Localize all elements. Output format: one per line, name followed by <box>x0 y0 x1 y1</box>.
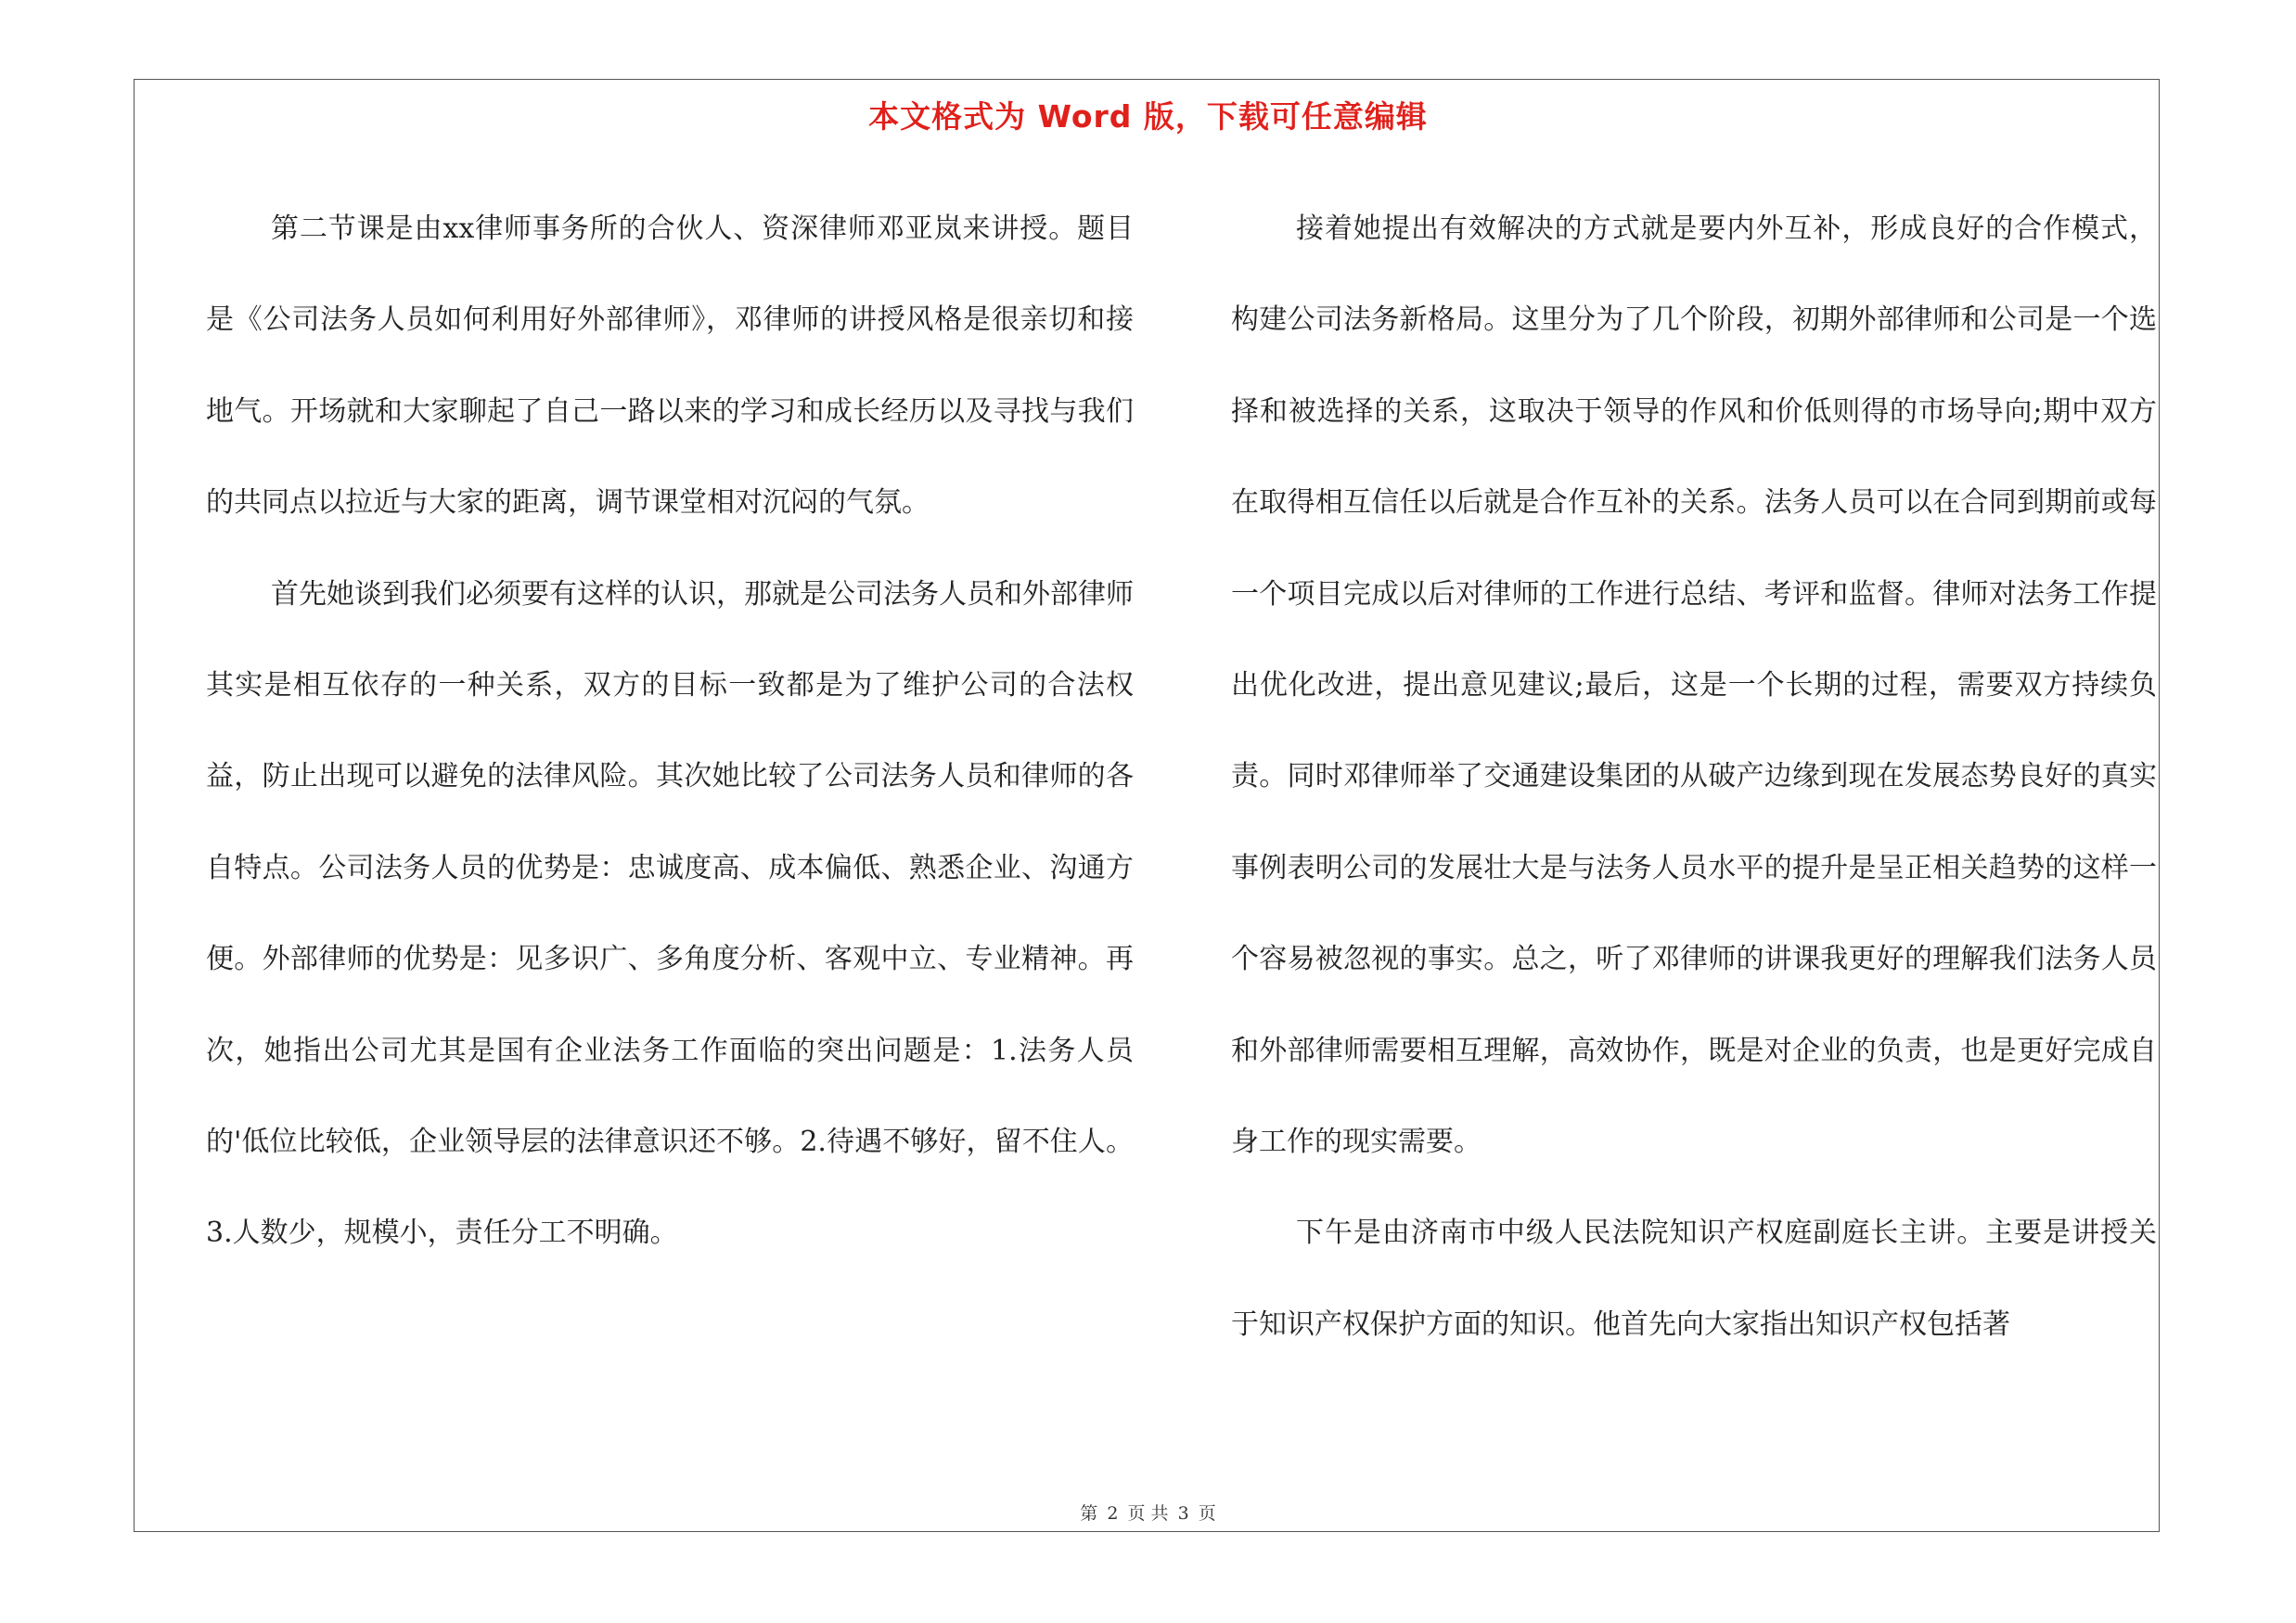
paragraph: 第二节课是由xx律师事务所的合伙人、资深律师邓亚岚来讲授。题目是《公司法务人员如何利用好外部律师》，邓律师的讲授风格是很亲切和接地气。开场就和大家聊起了自己一路以来的学习和成长经历以及寻找与我们的共同点以拉近与大家的距离，调节课堂相对沉闷的气氛。 <box>206 213 1134 520</box>
total-page-count: 3 <box>1177 1503 1189 1524</box>
paragraph: 下午是由济南市中级人民法院知识产权庭副庭长主讲。主要是讲授关于知识产权保护方面的知识。他首先向大家指出知识产权包括著 <box>1231 1217 2157 1341</box>
paragraph: 接着她提出有效解决的方式就是要内外互补，形成良好的合作模式，构建公司法务新格局。这里分为了几个阶段，初期外部律师和公司是一个选择和被选择的关系，这取决于领导的作风和价低则得的市场导向;期中双方在取得相互信任以后就是合作互补的关系。法务人员可以在合同到期前或每一个项目完成以后对律师的工作进行总结、考评和监督。律师对法务工作提出优化改进，提出意见建议;最后，这是一个长期的过程，需要双方持续负责。同时邓律师举了交通建设集团的从破产边缘到现在发展态势良好的真实事例表明公司的发展壮大是与法务人员水平的提升是呈正相关趋势的这样一个容易被忽视的事实。总之，听了邓律师的讲课我更好的理解我们法务人员和外部律师需要相互理解，高效协作，既是对企业的负责，也是更好完成自身工作的现实需要。 <box>1231 213 2157 1159</box>
left-text-column <box>206 184 1134 1280</box>
footer-middle: 页 共 <box>1127 1503 1169 1524</box>
page-number-footer <box>0 1500 2296 1525</box>
current-page-number: 2 <box>1107 1503 1119 1524</box>
format-notice-banner: 本文格式为 Word 版，下载可任意编辑 <box>868 98 1428 135</box>
footer-prefix: 第 <box>1080 1503 1098 1524</box>
paragraph: 首先她谈到我们必须要有这样的认识，那就是公司法务人员和外部律师其实是相互依存的一种关系，双方的目标一致都是为了维护公司的合法权益，防止出现可以避免的法律风险。其次她比较了公司法务人员和律师的各自特点。公司法务人员的优势是：忠诚度高、成本偏低、熟悉企业、沟通方便。外部律师的优势是：见多识广、多角度分析、客观中立、专业精神。再次，她指出公司尤其是国有企业法务工作面临的突出问题是：1.法务人员的'低位比较低，企业领导层的法律意识还不够。2.待遇不够好，留不住人。3.人数少，规模小，责任分工不明确。 <box>206 577 1134 1250</box>
footer-suffix: 页 <box>1198 1503 1216 1524</box>
right-text-column <box>1231 184 2157 1371</box>
